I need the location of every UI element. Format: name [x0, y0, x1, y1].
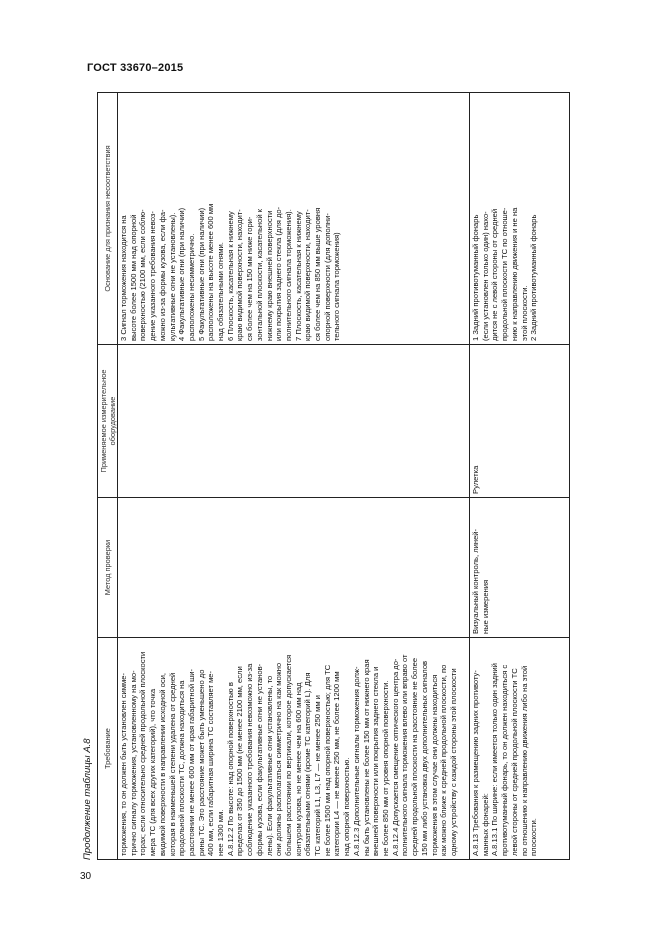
table-continuation-caption: Продолжение таблицы А.8: [82, 738, 93, 860]
basis-cell: 1 Задний противотуманный фонарь (если установлен только один) нахо- дится не с левой стороны от средней продольной плоскости ТС по отноше- нию к направлению движения и не на этой плоскости. 2 Задний противотуманный фонарь: [471, 207, 539, 341]
table-row: [118, 93, 470, 859]
requirements-table: [97, 92, 570, 860]
column-header-equipment: Применяемое измерительное оборудование: [98, 344, 117, 497]
page-number: 30: [80, 871, 92, 882]
method-cell: Визуальный контроль, линей- ные измерения: [470, 497, 569, 637]
table-header-row: [98, 93, 118, 859]
requirement-cell: торможения, то он должен быть установлен симме- трично сигналу торможения, установленному на мо- торах; если относительно средней продольной плоскости мера ТС (для всех других категорий), что точка видимой поверхности в направлении исходной оси, которая в наименьшей степени удалена от средней продольной плоскости ТС, должна находиться на расстоянии не менее 600 мм от края габаритной ши- рины ТС. Это расстояние может быть уменьшено до 400 мм, если габаритная ширина ТС составляет ме- нее 1300 мм. А.8.12.2 По высоте: над опорной поверхностью в пределах от 350 до 1500 мм (не менее 2100 мм, если соблюдение указанного требования невозможно из-за формы кузова, если факультативные огни не установ- лены). Если факультативные огни установлены, то они должны располагаться симметрично на как можно большем расстоянии по вертикали, которое допускается контуром кузова, но не менее чем на 600 мм над обязательными огнями (кроме ТС категорий L). Для ТС категорий L1, L3, L7 — не менее 250 мм и не более 1500 мм над опорной поверхностью; для ТС категории L4 — не менее 250 мм, не более 1200 мм над опорной поверхностью. А.8.12.3 Дополнительные сигналы торможения долж- ны быть установлены не более 150 мм от нижнего края внешней поверхности или покрытия заднего стекла и не более 850 мм от уровня опорной поверхности. А.8.12.4 Допускается смещение оптического центра до- полнительного сигнала торможения влево или вправо от средней продольной плоскости на расстояние не более 150 мм либо установка двух дополнительных сигналов торможения в этом случае они должны находиться как можно ближе к средней продольной плоскости, по одному устройству с каждой стороны этой плоскости: [118, 637, 469, 859]
method-cell: [118, 497, 469, 637]
requirement-cell: А.8.13 Требования к размещению задних противоту- манных фонарей: А.8.13.1 По ширине: если имеется только один задний противотуманный фонарь, то он должен находиться с левой стороны от средней продольной плоскости ТС по отношению к направлению движения либо на этой плоскости.: [470, 637, 569, 859]
equipment-cell: [118, 344, 469, 497]
column-header-method: Метод проверки: [98, 497, 117, 637]
basis-cell: 3 Сигнал торможения находится на высоте более 1500 мм над опорной поверхностью (2100 мм, если соблю- дение указанного требования невоз- можно из-за формы кузова, если фа- культативные огни не установлены). 4 Факультативные огни (при наличии) расположены несимметрично. 5 Факультативные огни (при наличии) расположены на высоте менее 600 мм над обязательными огнями. 6 Плоскость, касательная к нижнему краю видимой поверхности, находит- ся более чем на 150 мм ниже гори- зонтальной плоскости, касательной к нижнему краю внешней поверхности или покрытия заднего стекла (для до- полнительного сигнала торможения). 7 Плоскость, касательная к нижнему краю видимой поверхности, находит- ся более чем на 850 мм выше уровня опорной поверхности (для дополни- тельного сигнала торможения): [119, 203, 342, 341]
column-header-basis: Основание для признания несоответствия: [103, 145, 112, 292]
column-header-requirement: Требование: [98, 637, 117, 859]
equipment-cell: Рулетка: [470, 344, 569, 497]
document-header: ГОСТ 33670–2015: [87, 62, 184, 74]
table-row: [470, 93, 569, 859]
